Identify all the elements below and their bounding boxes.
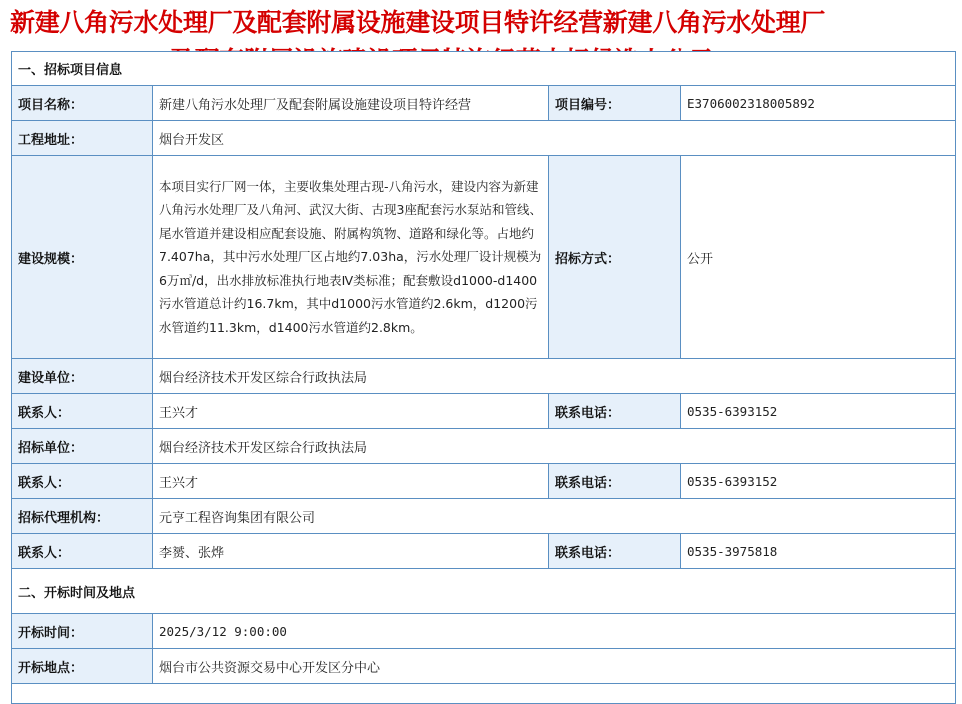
- scale-label: 建设规模：: [12, 156, 153, 359]
- tenderer-label: 招标单位：: [12, 429, 153, 464]
- table-row: [12, 534, 956, 569]
- table-row: [12, 614, 956, 649]
- project-no-label: 项目编号：: [549, 86, 681, 121]
- contact-2-label: 联系人：: [12, 464, 153, 499]
- phone-2-label: 联系电话：: [549, 464, 681, 499]
- open-time-value: 2025/3/12 9:00:00: [153, 614, 956, 649]
- page-title-line-1: 新建八角污水处理厂及配套附属设施建设项目特许经营新建八角污水处理厂: [10, 8, 826, 37]
- table-row: [12, 684, 956, 704]
- contact-1-label: 联系人：: [12, 394, 153, 429]
- method-label: 招标方式：: [549, 156, 681, 359]
- method-value: 公开: [681, 156, 956, 359]
- tenderer-value: 烟台经济技术开发区综合行政执法局: [153, 429, 956, 464]
- phone-2-value: 0535-6393152: [681, 464, 956, 499]
- phone-1-label: 联系电话：: [549, 394, 681, 429]
- project-name-label: 项目名称：: [12, 86, 153, 121]
- table-row: [12, 359, 956, 394]
- phone-3-value: 0535-3975818: [681, 534, 956, 569]
- table-row: [12, 156, 956, 359]
- table-row: [12, 499, 956, 534]
- contact-3-label: 联系人：: [12, 534, 153, 569]
- table-row: [12, 429, 956, 464]
- contact-1-value: 王兴才: [153, 394, 549, 429]
- section-header-row: [12, 569, 956, 614]
- open-place-label: 开标地点：: [12, 649, 153, 684]
- open-time-label: 开标时间：: [12, 614, 153, 649]
- open-place-value: 烟台市公共资源交易中心开发区分中心: [153, 649, 956, 684]
- trailing-row: [12, 684, 956, 704]
- project-name-value: 新建八角污水处理厂及配套附属设施建设项目特许经营: [153, 86, 549, 121]
- bid-info-table: [11, 51, 956, 704]
- table-row: [12, 394, 956, 429]
- phone-1-value: 0535-6393152: [681, 394, 956, 429]
- table-row: [12, 86, 956, 121]
- section-header-row: [12, 52, 956, 86]
- phone-3-label: 联系电话：: [549, 534, 681, 569]
- address-value: 烟台开发区: [153, 121, 956, 156]
- table-row: [12, 464, 956, 499]
- table-row: [12, 121, 956, 156]
- contact-3-value: 李赟、张烨: [153, 534, 549, 569]
- agency-label: 招标代理机构：: [12, 499, 153, 534]
- contact-2-value: 王兴才: [153, 464, 549, 499]
- builder-value: 烟台经济技术开发区综合行政执法局: [153, 359, 956, 394]
- agency-value: 元亨工程咨询集团有限公司: [153, 499, 956, 534]
- address-label: 工程地址：: [12, 121, 153, 156]
- table-row: [12, 649, 956, 684]
- section-1-heading: 一、招标项目信息: [12, 52, 956, 86]
- scale-value: 本项目实行厂网一体，主要收集处理古现-八角污水，建设内容为新建八角污水处理厂及八角河、武汉大街、古现3座配套污水泵站和管线、尾水管道并建设相应配套设施、附属构筑物、道路和绿化等。占地约7.407ha，其中污水处理厂区占地约7.03ha，污水处理厂设计规模为6万㎥/d，出水排放标准执行地表Ⅳ类标准；配套敷设d1000-d1400污水管道总计约16.7km，其中d1000污水管道约2.6km，d1200污水管道约11.3km，d1400污水管道约2.8km。: [153, 156, 549, 359]
- section-2-heading: 二、开标时间及地点: [12, 569, 956, 614]
- builder-label: 建设单位：: [12, 359, 153, 394]
- project-no-value: E3706002318005892: [681, 86, 956, 121]
